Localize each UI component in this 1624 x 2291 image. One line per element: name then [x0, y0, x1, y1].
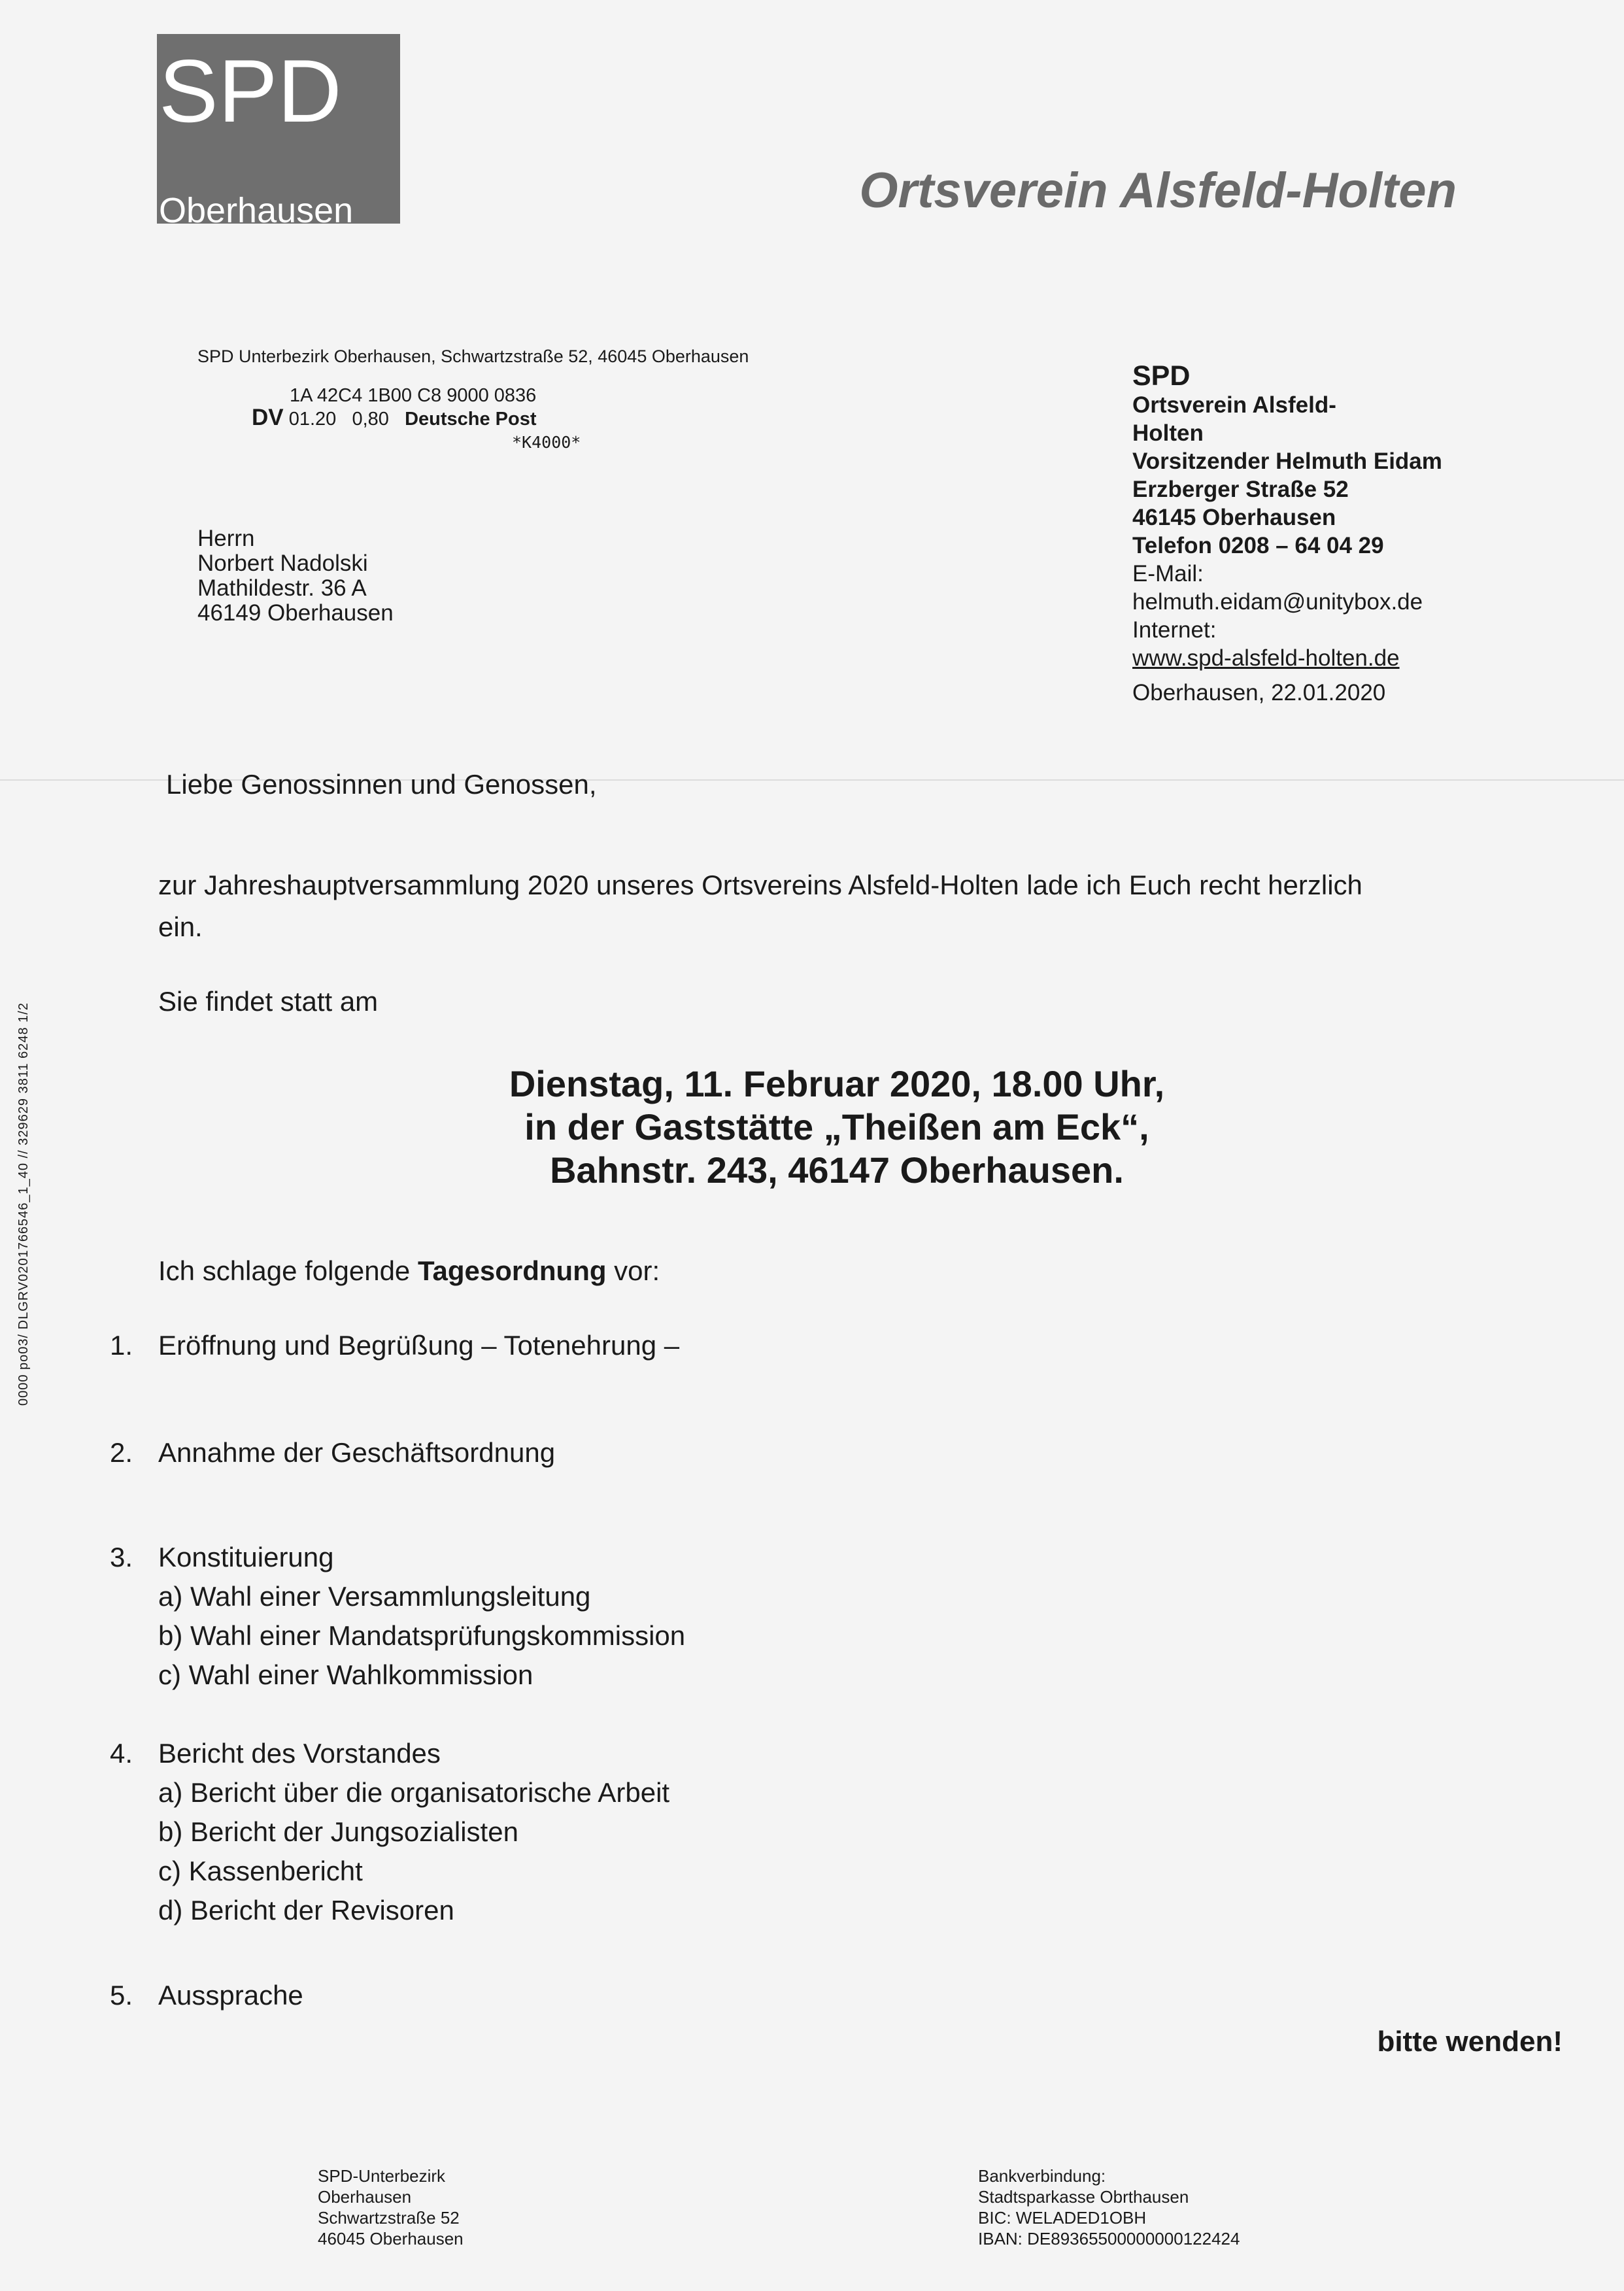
agenda-number: 3.	[110, 1542, 133, 1572]
infobox-city: 46145 Oberhausen	[1132, 505, 1336, 530]
franking-code: 1A 42C4 1B00 C8 9000 0836	[290, 385, 537, 406]
agenda-intro-post: vor:	[606, 1255, 660, 1286]
footer-address-line: Oberhausen	[318, 2187, 412, 2207]
footer-address-line: Schwartzstraße 52	[318, 2208, 460, 2228]
agenda-subitem: c) Kassenbericht	[158, 1856, 363, 1886]
footer-address-line: SPD-Unterbezirk	[318, 2166, 446, 2186]
event-venue: in der Gaststätte „Theißen am Eck“,	[524, 1106, 1149, 1147]
letter-greeting: Liebe Genossinnen und Genossen,	[166, 769, 597, 800]
agenda-number: 2.	[110, 1437, 133, 1468]
footer-bank-line: Stadtsparkasse Obrthausen	[978, 2187, 1189, 2207]
recipient-city: 46149 Oberhausen	[197, 600, 394, 626]
agenda-item	[110, 1734, 669, 1930]
recipient-salutation: Herrn	[197, 526, 255, 551]
footer-bank-line: Bankverbindung:	[978, 2166, 1106, 2186]
agenda-title: Aussprache	[158, 1980, 303, 2011]
logo-spd-text: SPD	[159, 41, 342, 141]
infobox-website-link[interactable]: www.spd-alsfeld-holten.de	[1132, 645, 1400, 671]
agenda-title: Annahme der Geschäftsordnung	[158, 1437, 556, 1468]
franking-postcode: *K4000*	[512, 433, 581, 452]
agenda-number: 4.	[110, 1738, 133, 1769]
infobox-email[interactable]: helmuth.eidam@unitybox.de	[1132, 589, 1423, 615]
agenda-subitem: b) Wahl einer Mandatsprüfungskommission	[158, 1620, 686, 1651]
agenda-number: 5.	[110, 1980, 133, 2011]
agenda-title: Bericht des Vorstandes	[158, 1738, 441, 1769]
agenda-title: Eröffnung und Begrüßung – Totenehrung –	[158, 1330, 680, 1361]
footer-address-line: 46045 Oberhausen	[318, 2229, 464, 2249]
infobox-org-line1: Ortsverein Alsfeld-	[1132, 392, 1336, 418]
letterhead-title: Ortsverein Alsfeld-Holten	[859, 163, 1457, 218]
sender-line: SPD Unterbezirk Oberhausen, Schwartzstraße 52, 46045 Oberhausen	[197, 347, 749, 366]
agenda-subitem: b) Bericht der Jungsozialisten	[158, 1816, 518, 1847]
recipient-name: Norbert Nadolski	[197, 551, 368, 576]
franking-amount: 0,80	[352, 409, 389, 430]
spd-logo	[157, 34, 400, 230]
agenda-subitem: d) Bericht der Revisoren	[158, 1895, 454, 1926]
franking-dv: DV	[252, 405, 284, 430]
franking-carrier: Deutsche Post	[405, 409, 537, 430]
side-print-code: 0000 po03/ DLGRV0201766546_1_40 // 329629 3811 6248 1/2	[16, 1002, 31, 1406]
agenda-item	[110, 1976, 303, 2015]
logo-city-text: Oberhausen	[159, 191, 354, 230]
agenda-subitem: c) Wahl einer Wahlkommission	[158, 1659, 533, 1690]
infobox-org-line2: Holten	[1132, 420, 1204, 446]
agenda-subitem: a) Wahl einer Versammlungsleitung	[158, 1581, 591, 1612]
agenda-intro-bold: Tagesordnung	[417, 1255, 607, 1286]
letter-statt: Sie findet statt am	[158, 986, 379, 1017]
event-address: Bahnstr. 243, 46147 Oberhausen.	[550, 1149, 1124, 1191]
recipient-street: Mathildestr. 36 A	[197, 575, 367, 601]
agenda-item	[110, 1538, 685, 1695]
franking-date: 01.20	[288, 409, 337, 430]
event-date: Dienstag, 11. Februar 2020, 18.00 Uhr,	[509, 1063, 1165, 1104]
agenda-subitem: a) Bericht über die organisatorische Arbeit	[158, 1777, 670, 1808]
infobox-date: Oberhausen, 22.01.2020	[1132, 680, 1386, 705]
turn-over-note: bitte wenden!	[1377, 2026, 1563, 2058]
infobox-street: Erzberger Straße 52	[1132, 477, 1349, 502]
agenda-item	[110, 1326, 679, 1365]
footer-address	[318, 2165, 464, 2249]
footer-bank-line: IBAN: DE89365500000000122424	[978, 2229, 1240, 2249]
footer-bank-line: BIC: WELADED1OBH	[978, 2208, 1147, 2228]
infobox-phone: Telefon 0208 – 64 04 29	[1132, 533, 1384, 558]
infobox-email-label: E-Mail:	[1132, 561, 1204, 586]
footer-bank	[978, 2165, 1240, 2249]
event-details	[379, 1062, 1294, 1192]
letter-intro: zur Jahreshauptversammlung 2020 unseres Ortsvereins Alsfeld-Holten lade ich Euch recht herzlich ein.	[158, 870, 1362, 942]
recipient-address	[197, 526, 394, 626]
agenda-item	[110, 1433, 555, 1472]
infobox-internet-label: Internet:	[1132, 617, 1217, 643]
agenda-intro-pre: Ich schlage folgende	[158, 1255, 418, 1286]
agenda-number: 1.	[110, 1330, 133, 1361]
infobox-chair: Vorsitzender Helmuth Eidam	[1132, 449, 1442, 474]
contact-infobox	[1132, 361, 1442, 707]
postage-franking	[252, 384, 592, 454]
infobox-party: SPD	[1132, 360, 1191, 392]
agenda-title: Konstituierung	[158, 1542, 334, 1572]
agenda-intro	[158, 1255, 660, 1287]
